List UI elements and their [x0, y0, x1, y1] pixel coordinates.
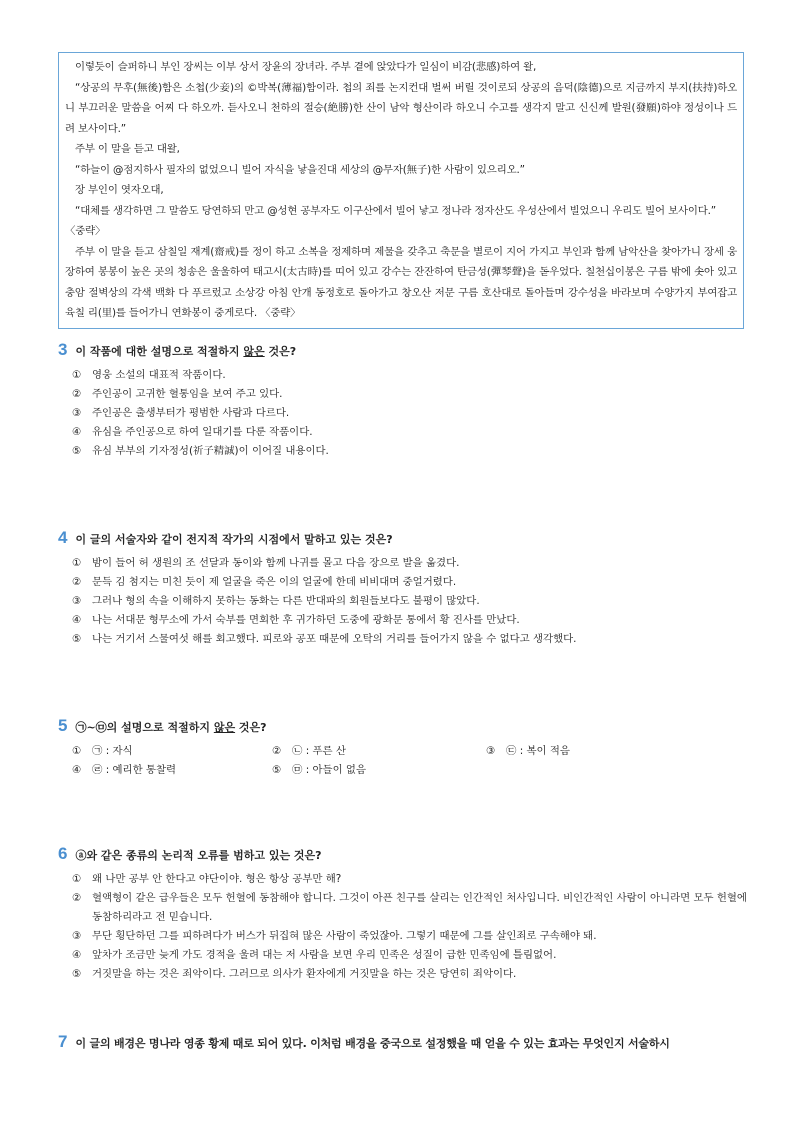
choice-list: [72, 554, 748, 649]
question-stem: 이 글의 서술자와 같이 전지적 작가의 시점에서 말하고 있는 것은?: [75, 533, 393, 546]
choice-5[interactable]: ⑤ 나는 거기서 스물여섯 해를 회고했다. 피로와 공포 때문에 오탁의 거리를 들어가지 않을 수 없다고 생각했다.: [72, 633, 577, 645]
choice-1[interactable]: ① 왜 나만 공부 안 한다고 야단이야. 형은 항상 공부만 해?: [72, 873, 342, 885]
passage-paragraph: “상공의 무후(無後)함은 소첩(少妾)의 ©박복(薄福)함이라. 첩의 죄를 논지컨대 벌써 버릴 것이로되 상공의 음덕(陰德)으로 지금까지 부지(扶持)하오니 부끄러운 말씀을 어찌 다 하오까. 듣사오니 천하의 절승(絶勝)한 산이 남악 형산이라 하오니 수고를 생각지 말고 신신께 발원(發願)하야 정성이나 드려 보사이다.”: [65, 81, 737, 135]
choice-2[interactable]: ② 혈액형이 같은 급우들은 모두 헌혈에 동참해야 합니다. 그것이 아픈 친구를 살리는 인간적인 처사입니다. 비인간적인 사람이 아니라면 모두 헌혈에 동참하리라고 전 믿습니다.: [72, 892, 747, 923]
question-number: 5: [58, 716, 68, 735]
choice-5[interactable]: ⑤ 유심 부부의 기자정성(祈子精誠)이 이어질 내용이다.: [72, 445, 329, 457]
question-number: 3: [58, 340, 68, 359]
question-number: 6: [58, 844, 68, 863]
question-stem: ⓐ와 같은 종류의 논리적 오류를 범하고 있는 것은?: [75, 849, 322, 862]
question-number: 4: [58, 528, 68, 547]
question-header: [58, 340, 748, 360]
passage-paragraph: 주부 이 말을 듣고 대왈,: [75, 143, 180, 155]
question-header: [58, 1032, 748, 1052]
choice-4[interactable]: ④ 유심을 주인공으로 하여 일대기를 다룬 작품이다.: [72, 426, 313, 438]
passage-paragraph: 장 부인이 엿자오대,: [75, 184, 164, 196]
choice-5[interactable]: ⑤ ㉤ : 아들이 없음: [272, 764, 366, 776]
choice-list: [72, 742, 748, 780]
passage-paragraph: 이렇듯이 슬퍼하니 부인 장씨는 이부 상서 장윤의 장녀라. 주부 곁에 앉았다가 일심이 비감(悲感)하여 왈,: [75, 61, 537, 73]
question-header: [58, 716, 748, 736]
choice-3[interactable]: ③ 그러나 형의 속을 이해하지 못하는 동화는 다른 반대파의 회원들보다도 불평이 많았다.: [72, 595, 480, 607]
question-stem: ㉠~㉤의 설명으로 적절하지 않은 것은?: [75, 721, 267, 734]
choice-3[interactable]: ③ 무단 횡단하던 그를 피하려다가 버스가 뒤집혀 많은 사람이 죽었잖아. 그렇기 때문에 그를 살인죄로 구속해야 돼.: [72, 930, 597, 942]
choice-list: [72, 366, 748, 461]
passage-omission: 〈중략〉: [65, 225, 106, 237]
question-7: [58, 1032, 748, 1052]
passage-paragraph: 주부 이 말을 듣고 삼칠일 재계(齋戒)를 정이 하고 소복을 정제하며 제물을 갖추고 축문을 별로이 지어 가지고 부인과 함께 남악산을 찾아가니 장세 웅장하여 봉봉이 높은 곳의 청송은 울울하여 태고시(太古時)를 띠어 있고 강수는 잔잔하여 탄금성(彈琴聲)을 돋우었다. 칠천십이봉은 구름 밖에 솟아 있고 충암 절벽상의 각색 백화 다 푸르렀고 소상강 아침 안개 동정호로 돌아가고 창오산 저문 구름 호산대로 돌아들며 강수성을 바라보며 수양가지 부여잡고 육칠 리(里)를 들어가니 연화봉이 중게로다. 〈중략〉: [65, 245, 737, 319]
underlined-word: 않은: [243, 345, 265, 358]
question-3: [58, 340, 748, 461]
choice-1[interactable]: ① 영웅 소설의 대표적 작품이다.: [72, 369, 226, 381]
choice-3[interactable]: ③ 주인공은 출생부터가 평범한 사람과 다르다.: [72, 407, 290, 419]
question-header: [58, 528, 748, 548]
reading-passage: [58, 52, 744, 329]
choice-4[interactable]: ④ 앞차가 조금만 늦게 가도 경적을 울려 대는 저 사람을 보면 우리 민족은 성질이 급한 민족임에 틀림없어.: [72, 949, 557, 961]
choice-2[interactable]: ② 주인공이 고귀한 혈통임을 보여 주고 있다.: [72, 388, 283, 400]
choice-4[interactable]: ④ ㉣ : 예리한 통찰력: [72, 764, 177, 776]
question-4: [58, 528, 748, 649]
choice-5[interactable]: ⑤ 거짓말을 하는 것은 죄악이다. 그러므로 의사가 환자에게 거짓말을 하는 것은 당연히 죄악이다.: [72, 968, 517, 980]
question-number: 7: [58, 1032, 68, 1051]
choice-2[interactable]: ② ㉡ : 푸른 산: [272, 745, 346, 757]
question-stem: 이 글의 배경은 명나라 영종 황제 때로 되어 있다. 이처럼 배경을 중국으로 설정했을 때 얻을 수 있는 효과는 무엇인지 서술하시: [75, 1037, 670, 1050]
question-5: [58, 716, 748, 780]
question-header: [58, 844, 748, 864]
choice-1[interactable]: ① ㉠ : 자식: [72, 745, 133, 757]
choice-list: [72, 870, 748, 984]
question-stem: 이 작품에 대한 설명으로 적절하지 않은 것은?: [75, 345, 297, 358]
choice-3[interactable]: ③ ㉢ : 복이 적음: [486, 745, 570, 757]
choice-1[interactable]: ① 밤이 들어 허 생원의 조 선달과 동이와 함께 나귀를 몰고 다음 장으로 발을 옮겼다.: [72, 557, 460, 569]
choice-4[interactable]: ④ 나는 서대문 형무소에 가서 숙부를 면회한 후 귀가하던 도중에 광화문 통에서 황 진사를 만났다.: [72, 614, 520, 626]
choice-2[interactable]: ② 문득 김 첨지는 미친 듯이 제 얼굴을 죽은 이의 얼굴에 한데 비비대며 중얼거렸다.: [72, 576, 457, 588]
question-6: [58, 844, 748, 984]
underlined-word: 않은: [213, 721, 236, 734]
passage-paragraph: “하늘이 @점지하사 필자의 없었으니 빌어 자식을 낳을진대 세상의 @무자(無子)한 사람이 있으리오.”: [75, 163, 525, 176]
passage-paragraph: “대체를 생각하면 그 말씀도 당연하되 만고 @성현 공부자도 이구산에서 빌어 낳고 정나라 정자산도 우성산에서 빌었으니 우리도 빌어 보사이다.”: [75, 204, 717, 217]
